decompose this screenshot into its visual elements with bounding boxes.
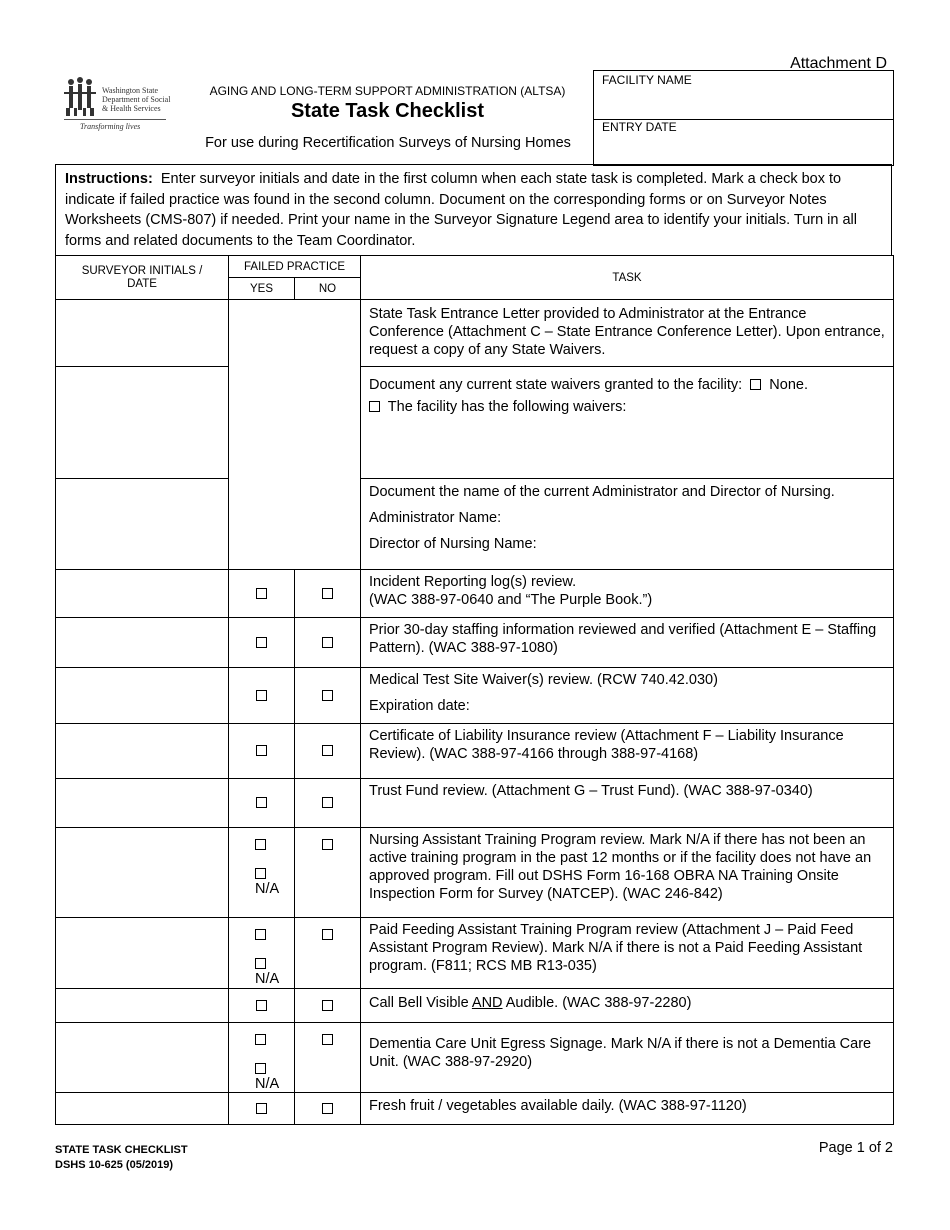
task-entrance-letter: State Task Entrance Letter provided to Administrator at the Entrance Conference (Attachment C – State Entrance Conference Letter). Upon entrance, request a copy of any State Waivers. — [361, 300, 894, 367]
header-yes: YES — [229, 278, 295, 300]
initials-cell[interactable] — [56, 918, 229, 989]
yes-checkbox[interactable] — [256, 1103, 267, 1114]
task-dementia-care: Dementia Care Unit Egress Signage. Mark N/A if there is not a Dementia Care Unit. (WAC 388-97-2920) — [361, 1023, 894, 1093]
task-administrator-don: Document the name of the current Administrator and Director of Nursing. Administrator Name: Director of Nursing Name: — [361, 479, 894, 570]
header-no: NO — [295, 278, 361, 300]
logo-tagline: Transforming lives — [80, 122, 141, 131]
header-task: TASK — [361, 256, 894, 300]
task-call-bell: Call Bell Visible AND Audible. (WAC 388-97-2280) — [361, 989, 894, 1023]
task-trust-fund: Trust Fund review. (Attachment G – Trust Fund). (WAC 388-97-0340) — [361, 779, 894, 828]
header-surveyor-initials: SURVEYOR INITIALS / DATE — [56, 256, 229, 300]
facility-name-field[interactable]: FACILITY NAME — [602, 73, 692, 87]
no-checkbox[interactable] — [322, 690, 333, 701]
yes-checkbox[interactable] — [256, 1000, 267, 1011]
failed-practice-blank — [229, 300, 361, 570]
initials-cell[interactable] — [56, 989, 229, 1023]
task-paid-feeding-assistant: Paid Feeding Assistant Training Program review (Attachment J – Paid Feed Assistant Program Review). Mark N/A if there is not a Paid Feeding Assistant program. (F811; RCS MB R13-035) — [361, 918, 894, 989]
header-failed-practice: FAILED PRACTICE — [229, 256, 361, 278]
task-table: SURVEYOR INITIALS / DATE FAILED PRACTICE TASK YES NO State Task Entrance Letter provided to Administrator at the Entrance Conference (Attachment C – State Entrance Conference Letter). Upon entrance, request a copy of any State Waivers. Document any current state waivers granted to the facility: None. The facility has the following waivers: Document the name of the current Administrator and Director of Nursing. Administrator Name: Director of Nursing Name: Incident Reporting log(s) review. (WAC 388-97-0640 and “The Purple Book.”) Prior 30-day staffing information reviewed and verified (Attachment E – Staffing Pattern). (WAC 388-97-1080) Medical Test Site Waiver(s) review. (RCW 740.42.030) Expiration date: Certificate of Liability Insurance review (Attachment F – Liability Insurance Review). (WAC 388-97-4166 through 388-97-4168) Trust Fund review. (Attachment G – Trust Fund). (WAC 388-97-0340) N/A Nursing Assistant Training Program review. Mark N/A if there has not been an active training program in the past 12 months or if the facility does not have an approved program. Fill out DSHS Form 16-168 OBRA NA Training Onsite Inspection Form for Survey (NATCEP). (WAC 246-842) N/A Paid Feeding Assistant Training Program review (Attachment J – Paid Feed Assistant Program Review). Mark N/A if there is not a Paid Feeding Assistant program. (F811; RCS MB R13-035) Call Bell Visible AND Audible. (WAC 388-97-2280) N/A Dementia Care Unit Egress Signage. Mark N/A if there is not a Dementia Care Unit. (WAC 388-97-2920) Fresh fruit / vegetables available daily. (WAC 388-97-1120) — [55, 255, 894, 1125]
no-checkbox[interactable] — [322, 1034, 333, 1045]
form-name: STATE TASK CHECKLIST — [55, 1144, 188, 1156]
page-number: Page 1 of 2 — [818, 1140, 893, 1156]
yes-checkbox[interactable] — [255, 1034, 266, 1045]
no-checkbox[interactable] — [322, 1103, 333, 1114]
initials-cell[interactable] — [56, 618, 229, 668]
instructions-block — [55, 164, 892, 255]
yes-checkbox[interactable] — [256, 588, 267, 599]
page-title: State Task Checklist — [290, 100, 485, 122]
yes-checkbox[interactable] — [256, 745, 267, 756]
form-identifier — [55, 1143, 188, 1173]
task-staffing: Prior 30-day staffing information reviewed and verified (Attachment E – Staffing Pattern). (WAC 388-97-1080) — [361, 618, 894, 668]
attachment-label: Attachment D — [790, 55, 887, 72]
no-checkbox[interactable] — [322, 745, 333, 756]
don-name-field[interactable]: Director of Nursing Name: — [369, 536, 537, 552]
no-checkbox[interactable] — [322, 1000, 333, 1011]
form-number: DSHS 10-625 (05/2019) — [55, 1159, 174, 1171]
has-waivers-checkbox[interactable] — [369, 401, 380, 412]
initials-cell[interactable] — [56, 779, 229, 828]
initials-cell[interactable] — [56, 668, 229, 724]
facility-info-box — [593, 70, 894, 166]
dshs-figures-icon — [62, 76, 98, 118]
initials-cell[interactable] — [56, 1093, 229, 1125]
task-incident-reporting: Incident Reporting log(s) review. (WAC 388-97-0640 and “The Purple Book.”) — [361, 570, 894, 618]
instructions-label: Instructions: — [65, 171, 153, 187]
task-fresh-fruit: Fresh fruit / vegetables available daily. (WAC 388-97-1120) — [361, 1093, 894, 1125]
initials-cell[interactable] — [56, 1023, 229, 1093]
task-nursing-assistant-training: Nursing Assistant Training Program review. Mark N/A if there has not been an active training program in the past 12 months or if the facility does not have an approved program. Fill out DSHS Form 16-168 OBRA NA Training Onsite Inspection Form for Survey (NATCEP). (WAC 246-842) — [361, 828, 894, 918]
page-subtitle: For use during Recertification Surveys of Nursing Homes — [205, 135, 571, 151]
expiration-date-field[interactable]: Expiration date: — [369, 698, 470, 714]
initials-cell[interactable] — [56, 570, 229, 618]
yes-checkbox[interactable] — [256, 637, 267, 648]
na-checkbox[interactable] — [255, 1063, 266, 1074]
initials-cell[interactable] — [56, 828, 229, 918]
agency-name: AGING AND LONG-TERM SUPPORT ADMINISTRATION (ALTSA) — [209, 84, 566, 98]
entry-date-field[interactable]: ENTRY DATE — [602, 120, 677, 134]
no-checkbox[interactable] — [322, 929, 333, 940]
yes-checkbox[interactable] — [255, 839, 266, 850]
logo-agency-text: Washington State Department of Social & Health Services — [102, 86, 171, 113]
initials-cell[interactable] — [56, 724, 229, 779]
yes-checkbox[interactable] — [255, 929, 266, 940]
no-checkbox[interactable] — [322, 797, 333, 808]
na-checkbox[interactable] — [255, 958, 266, 969]
no-checkbox[interactable] — [322, 588, 333, 599]
initials-cell[interactable] — [56, 367, 229, 479]
yes-checkbox[interactable] — [256, 690, 267, 701]
initials-cell[interactable] — [56, 300, 229, 367]
task-liability-insurance: Certificate of Liability Insurance review (Attachment F – Liability Insurance Review). (WAC 388-97-4166 through 388-97-4168) — [361, 724, 894, 779]
dshs-logo — [62, 73, 172, 135]
none-checkbox[interactable] — [750, 379, 761, 390]
initials-cell[interactable] — [56, 479, 229, 570]
no-checkbox[interactable] — [322, 637, 333, 648]
na-checkbox[interactable] — [255, 868, 266, 879]
no-checkbox[interactable] — [322, 839, 333, 850]
instructions-text: Enter surveyor initials and date in the first column when each state task is completed. Mark a check box to indicate if failed practice was found in the second column. Document on the corresponding forms or on Surveyor Notes Worksheets (CMS-807) if needed. Print your name in the Surveyor Signature Legend area to identify your initials. Turn in all forms and related documents to the Team Coordinator. — [65, 171, 857, 249]
yes-checkbox[interactable] — [256, 797, 267, 808]
administrator-name-field[interactable]: Administrator Name: — [369, 510, 502, 526]
task-medical-test-site: Medical Test Site Waiver(s) review. (RCW 740.42.030) Expiration date: — [361, 668, 894, 724]
task-state-waivers: Document any current state waivers granted to the facility: None. The facility has the following waivers: — [361, 367, 894, 479]
